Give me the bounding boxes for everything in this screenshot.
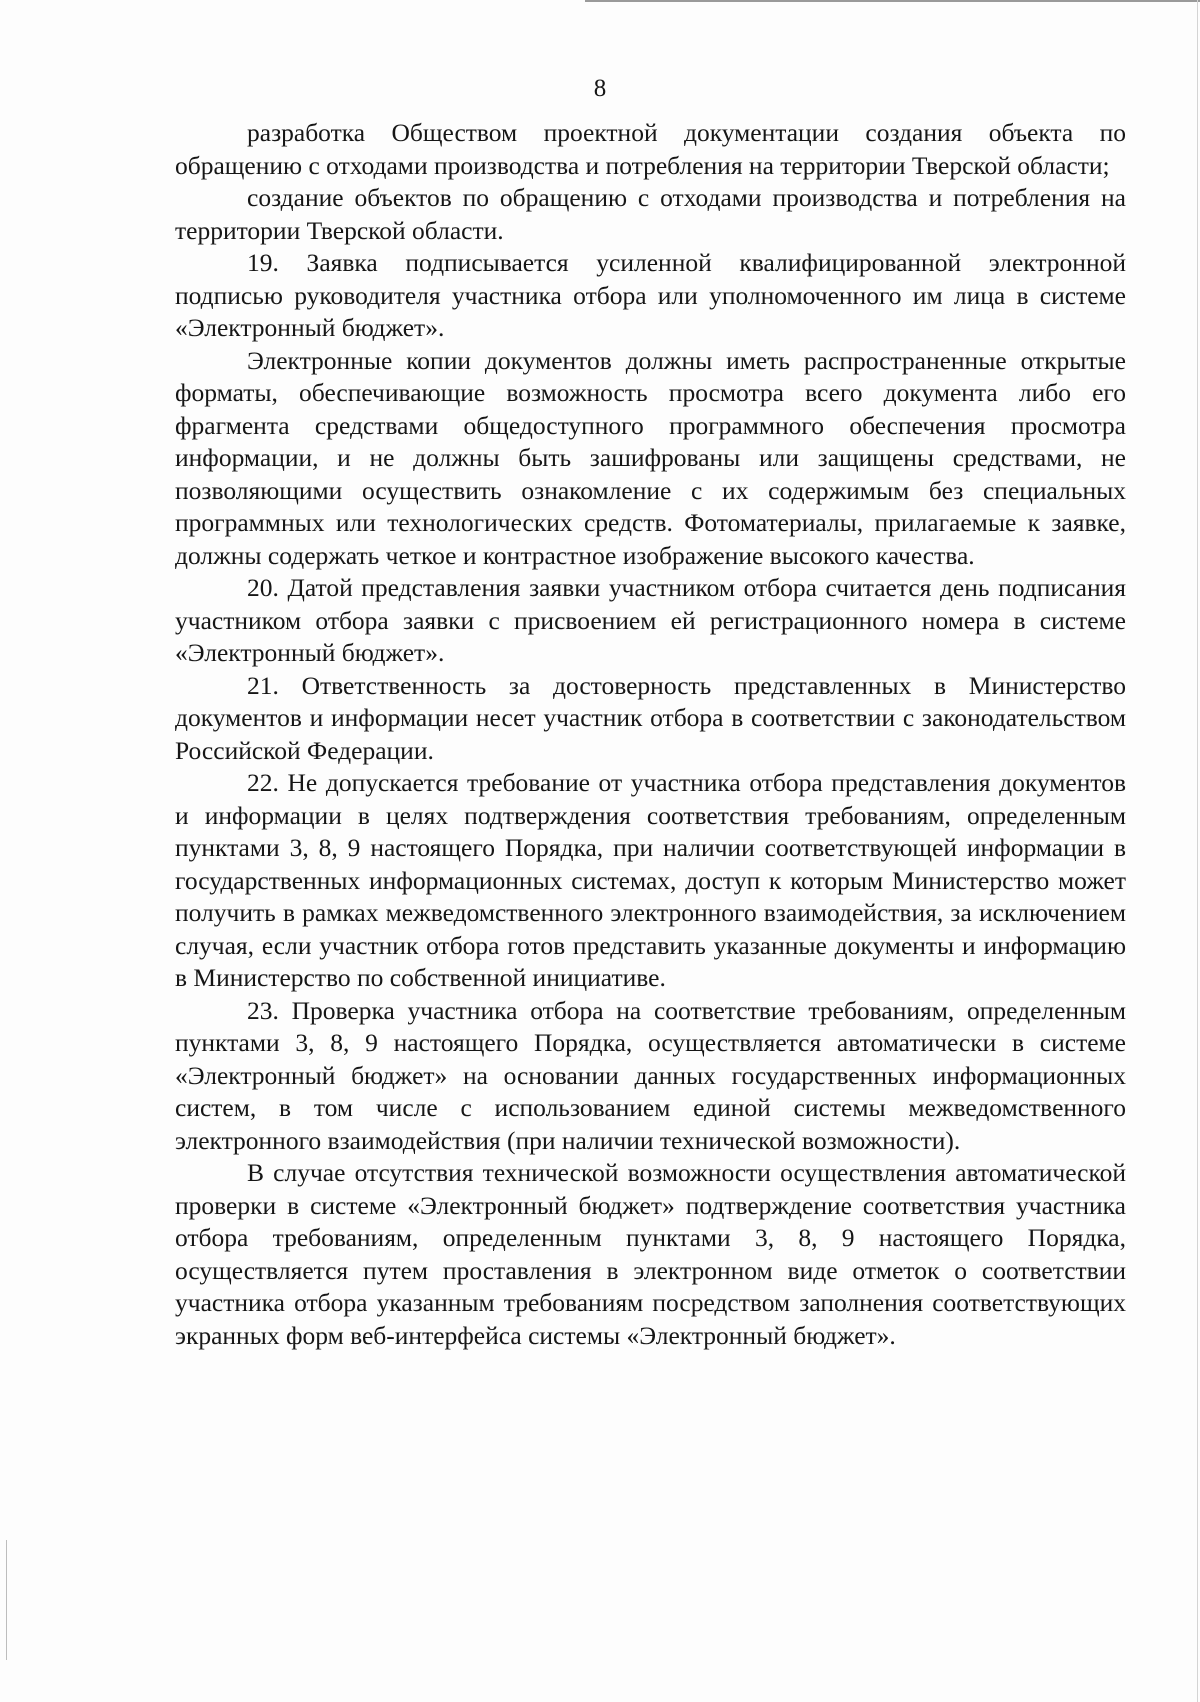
paragraph-21-responsibility: 21. Ответственность за достоверность представленных в Министерство документов и информации несет участник отбора в соответствии с законодательством Российской Федерации. bbox=[175, 670, 1126, 765]
scan-edge-top bbox=[585, 0, 1200, 2]
paragraph-manual-verification: В случае отсутствия технической возможности осуществления автоматической проверки в системе «Электронный бюджет» подтверждение соответствия участника отбора требованиям, определенным пунктами 3, 8, 9 настоящего Порядка, осуществляется путем проставления в электронном виде отметок о соответствии участника отбора указанным требованиям посредством заполнения соответствующих экранных форм веб-интерфейса системы «Электронный бюджет». bbox=[175, 1158, 1126, 1350]
scan-edge-right bbox=[1197, 0, 1198, 1702]
paragraph-20-submission-date: 20. Датой представления заявки участником отбора считается день подписания участником отбора заявки с присвоением ей регистрационного номера в системе «Электронный бюджет». bbox=[175, 573, 1126, 667]
document-body bbox=[175, 117, 1126, 1352]
paragraph-design-documentation: разработка Обществом проектной документации создания объекта по обращению с отходами производства и потребления на территории Тверской области; bbox=[175, 118, 1126, 180]
paragraph-electronic-copies: Электронные копии документов должны иметь распространенные открытые форматы, обеспечивающие возможность просмотра всего документа либо его фрагмента средствами общедоступного программного обеспечения просмотра информации, и не должны быть зашифрованы или защищены средствами, не позволяющими осуществить ознакомление с их содержимым без специальных программных или технологических средств. Фотоматериалы, прилагаемые к заявке, должны содержать четкое и контрастное изображение высокого качества. bbox=[175, 345, 1126, 570]
paragraph-object-creation: создание объектов по обращению с отходами производства и потребления на территории Тверской области. bbox=[175, 183, 1126, 245]
scan-edge-left bbox=[6, 1540, 7, 1660]
paragraph-23-verification: 23. Проверка участника отбора на соответствие требованиям, определенным пунктами 3, 8, 9 настоящего Порядка, осуществляется автоматически в системе «Электронный бюджет» на основании данных государственных информационных систем, в том числе с использованием единой системы межведомственного электронного взаимодействия (при наличии технической возможности). bbox=[175, 995, 1126, 1155]
paragraph-19-signature: 19. Заявка подписывается усиленной квалифицированной электронной подписью руководителя участника отбора или уполномоченного им лица в системе «Электронный бюджет». bbox=[175, 248, 1126, 342]
page-number: 8 bbox=[593, 75, 607, 102]
paragraph-22-requirements: 22. Не допускается требование от участника отбора представления документов и информации в целях подтверждения соответствия требованиям, определенным пунктами 3, 8, 9 настоящего Порядка, при наличии соответствующей информации в государственных информационных системах, доступ к которым Министерство может получить в рамках межведомственного электронного взаимодействия, за исключением случая, если участник отбора готов представить указанные документы и информацию в Министерство по собственной инициативе. bbox=[175, 768, 1126, 992]
